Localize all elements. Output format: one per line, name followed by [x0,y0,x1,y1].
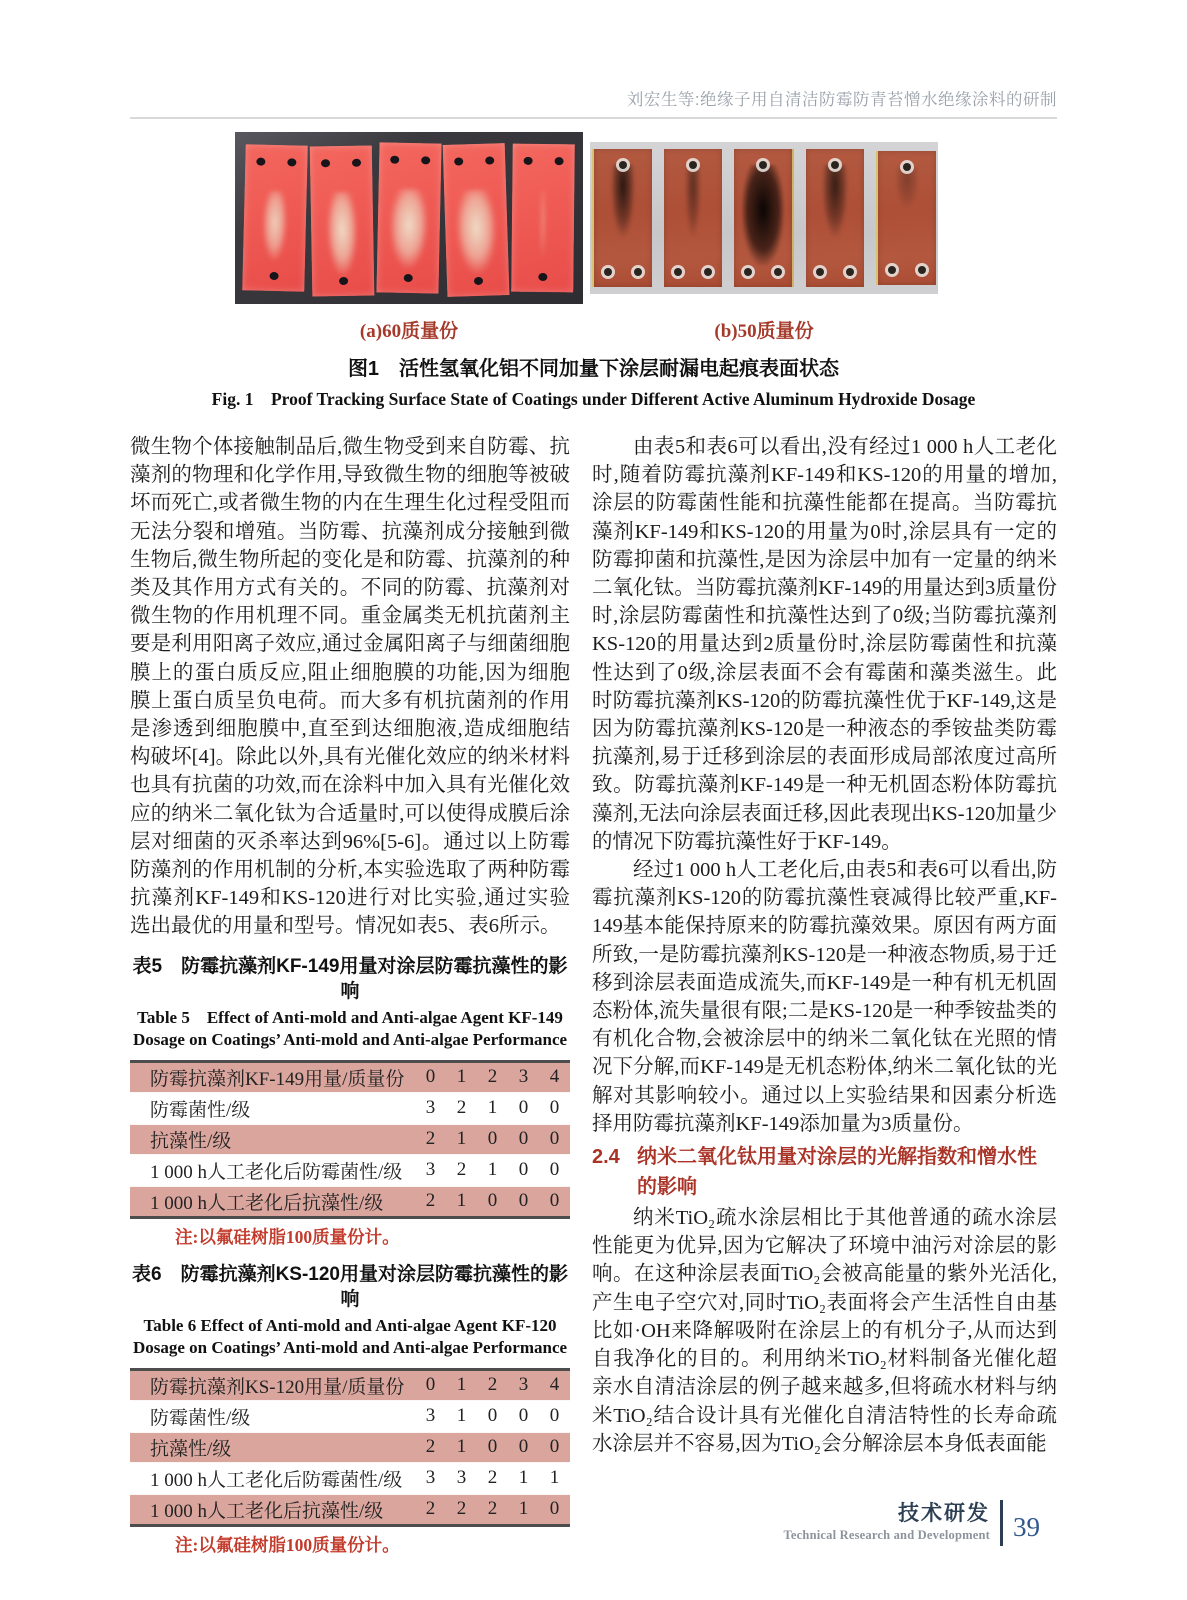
fixing-hole [903,163,911,171]
row-value: 0 [477,1401,508,1432]
fixing-hole [524,157,533,165]
row-value: 0 [508,1401,539,1432]
table5-title-en: Table 5 Effect of Anti-mold and Anti-algae Agent KF-149 Dosage on Coatings’ Anti-mold and Anti-algae Performance [132,1007,568,1050]
fixing-hole [888,266,896,274]
table-row [130,1124,570,1155]
footer-section-zh: 技术研发 [898,1502,990,1525]
row-value: 0 [539,1401,570,1432]
fixing-hole [674,268,682,276]
tracking-burn-mark [822,165,848,239]
row-value: 2 [487,1374,498,1396]
fixing-hole [421,156,430,164]
fixing-hole [689,161,697,169]
footer-divider [1000,1500,1003,1546]
fixing-hole [287,158,296,166]
section-title: 纳米二氧化钛用量对涂层的光解指数和憎水性的影响 [637,1146,1037,1199]
row-value: 1 [456,1066,467,1088]
fixing-hole [485,156,494,164]
fixing-hole [744,268,752,276]
row-value: 1 [477,1093,508,1124]
footer-labels [784,1503,990,1543]
figure-photos [235,132,938,304]
table-row [130,1155,570,1186]
fixing-hole [555,157,564,165]
row-value: 0 [508,1432,539,1463]
page-number: 39 [1013,1512,1040,1542]
row-value: 3 [446,1463,477,1494]
tracking-burn-mark [611,165,635,239]
coated-test-panel [310,145,375,296]
coated-test-panel [511,144,575,293]
tracking-burn-mark [895,167,919,209]
table-row [130,1186,570,1218]
right-column [592,433,1057,1557]
row-value: 0 [508,1186,539,1218]
fixing-hole [816,268,824,276]
fixing-hole [846,268,854,276]
row-value: 3 [518,1374,529,1396]
row-value: 1 [477,1155,508,1186]
fixing-hole [256,158,265,166]
row-label: 抗藻性/级 [130,1432,415,1463]
fixing-hole [634,268,642,276]
row-value: 1 [446,1432,477,1463]
coated-test-panel [876,151,936,285]
row-value: 4 [549,1066,560,1088]
row-label: 1 000 h人工老化后抗藻性/级 [130,1494,415,1526]
running-header [130,0,1057,119]
row-value: 1 [446,1124,477,1155]
coated-test-panel [664,149,722,287]
fixing-hole [831,161,839,169]
fixing-hole [704,268,712,276]
table6-title-zh: 表6 防霉抗藻剂KS-120用量对涂层防霉抗藻性的影响 [132,1263,568,1310]
row-value: 0 [425,1374,436,1396]
fixing-hole [604,268,612,276]
section-heading-2-4 [592,1142,1057,1202]
two-column-body [130,433,1057,1557]
row-value: 0 [477,1186,508,1218]
row-value: 2 [446,1155,477,1186]
fixing-hole [918,266,926,274]
table-row [130,1401,570,1432]
row-value: 2 [446,1494,477,1526]
figure-photo-a [235,132,583,304]
body-paragraph: 微生物个体接触制品后,微生物受到来自防霉、抗藻剂的物理和化学作用,导致微生物的细胞等被破坏而死亡,或者微生物的内在生理生化过程受阻而无法分裂和增殖。当防霉、抗藻剂成分接触到微生物后,微生物所起的变化是和防霉、抗藻剂的种类及其作用方式有关的。不同的防霉、抗藻剂对微生物的作用机理不同。重金属类无机抗菌剂主要是利用阳离子效应,通过金属阳离子与细菌细胞膜上的蛋白质反应,阻止细胞膜的功能,因为细胞膜上蛋白质呈负电荷。而大多有机抗菌剂的作用是渗透到细胞膜中,直至到达细胞液,造成细胞结构破坏[4]。除此以外,具有光催化效应的纳米材料也具有抗菌的功效,而在涂料中加入具有光催化效应的纳米二氧化钛为合适量时,可以使得成膜后涂层对细菌的灭杀率达到96%[5-6]。通过以上防霉防藻剂的作用机制的分析,本实验选取了两种防霉抗藻剂KF-149和KS-120进行对比实验,通过实验选出最优的用量和型号。情况如表5、表6所示。 [130,436,570,938]
row-value: 4 [549,1374,560,1396]
row-value: 3 [415,1155,446,1186]
row-value: 3 [415,1093,446,1124]
left-column [130,433,570,1557]
row-value: 0 [539,1124,570,1155]
row-label: 防霉抗藻剂KS-120用量/质量份 [150,1376,405,1398]
figure-title-en: Fig. 1 Proof Tracking Surface State of Coatings under Different Active Aluminum Hydroxide Dosage [211,389,976,409]
section-number: 2.4 [592,1146,620,1169]
table6-note: 注:以氟硅树脂100质量份计。 [175,1534,400,1555]
figure-title-zh: 图1 活性氢氧化铝不同加量下涂层耐漏电起痕表面状态 [347,358,840,380]
table6-title-en: Table 6 Effect of Anti-mold and Anti-algae Agent KF-120 Dosage on Coatings’ Anti-mold and Anti-algae Performance [132,1315,568,1358]
page-footer [784,1496,1040,1550]
table6 [130,1368,570,1527]
row-value: 3 [518,1066,529,1088]
erosion-mark [262,191,288,262]
tracking-burn-mark [742,165,784,265]
row-value: 0 [508,1124,539,1155]
body-paragraph: 经过1 000 h人工老化后,由表5和表6可以看出,防霉抗藻剂KS-120的防霉抗藻性衰减得比较严重,KF-149基本能保持原来的防霉抗藻效果。原因有两方面所致,一是防霉抗藻剂KS-120是一种液态物质,易于迁移到涂层表面造成流失,而KF-149是一种有机无机固态粉体,流失量很有限;二是KS-120是一种季铵盐类的有机化合物,会被涂层中的纳米二氧化钛在光照的情况下分解,而KF-149是无机态粉体,纳米二氧化钛的光解对其影响较小。通过以上实验结果和因素分析选择用防霉抗藻剂KF-149添加量为3质量份。 [592,859,1057,1135]
erosion-mark [389,189,429,270]
row-value: 0 [539,1093,570,1124]
photo-a-caption: (a)60质量份 [359,321,459,342]
fixing-hole [269,272,278,280]
table5-title-zh: 表5 防霉抗藻剂KF-149用量对涂层防霉抗藻性的影响 [132,955,568,1002]
row-value: 2 [446,1093,477,1124]
row-value: 0 [477,1432,508,1463]
row-value: 1 [456,1374,467,1396]
coated-test-panel [592,149,652,287]
fixing-hole [474,277,483,285]
row-label: 防霉抗藻剂KF-149用量/质量份 [150,1068,405,1090]
figure-1 [130,132,1057,411]
row-label: 1 000 h人工老化后防霉菌性/级 [130,1463,415,1494]
table-row [130,1369,570,1401]
row-value: 1 [508,1494,539,1526]
table5-note: 注:以氟硅树脂100质量份计。 [175,1226,400,1247]
row-value: 2 [415,1432,446,1463]
photo-b-caption: (b)50质量份 [714,321,814,342]
table-row [130,1061,570,1093]
erosion-mark [455,189,498,274]
fixing-hole [759,161,767,169]
running-title: 刘宏生等:绝缘子用自清洁防霉防青苔憎水绝缘涂料的研制 [626,91,1057,109]
row-label: 1 000 h人工老化后防霉菌性/级 [130,1155,415,1186]
row-label: 防霉菌性/级 [130,1401,415,1432]
photo-captions [235,316,938,343]
row-label: 防霉菌性/级 [130,1093,415,1124]
fixing-hole [619,161,627,169]
fixing-hole [321,159,330,167]
erosion-mark [327,192,358,277]
coated-test-panel [242,144,308,291]
row-value: 1 [539,1463,570,1494]
row-value: 0 [539,1155,570,1186]
fixing-hole [538,273,547,281]
row-value: 2 [477,1463,508,1494]
row-value: 2 [415,1186,446,1218]
table-row [130,1463,570,1494]
row-value: 2 [415,1124,446,1155]
row-value: 1 [508,1463,539,1494]
row-value: 0 [539,1494,570,1526]
row-label: 1 000 h人工老化后抗藻性/级 [130,1186,415,1218]
body-paragraph: 纳米TiO₂疏水涂层相比于其他普通的疏水涂层性能更为优异,因为它解决了环境中油污对涂层的影响。在这种涂层表面TiO₂会被高能量的紫外光活化,产生电子空穴对,同时TiO₂表面将会产生活性自由基比如·OH来降解吸附在涂层上的有机分子,从而达到自我净化的目的。利用纳米TiO₂材料制备光催化超亲水自清洁涂层的例子越来越多,但将疏水材料与纳米TiO₂结合设计具有光催化自清洁特性的长寿命疏水涂层并不容易,因为TiO₂会分解涂层本身低表面能 [592,1207,1057,1455]
row-label: 抗藻性/级 [130,1124,415,1155]
row-value: 3 [415,1401,446,1432]
coated-test-panel [443,143,510,297]
fixing-hole [390,156,399,164]
row-value: 2 [487,1066,498,1088]
footer-section-en: Technical Research and Development [783,1528,990,1542]
row-value: 0 [425,1066,436,1088]
fixing-hole [352,159,361,167]
figure-photo-b [590,142,938,294]
row-value: 2 [415,1494,446,1526]
coated-test-panel [376,142,441,293]
row-value: 1 [446,1186,477,1218]
fixing-hole [774,268,782,276]
fixing-hole [339,277,348,285]
tracking-burn-mark [685,165,701,239]
table5 [130,1060,570,1219]
fixing-hole [404,274,413,282]
row-value: 3 [415,1463,446,1494]
body-paragraph: 由表5和表6可以看出,没有经过1 000 h人工老化时,随着防霉抗藻剂KF-149和KS-120的用量的增加,涂层的防霉菌性能和抗藻性能都在提高。当防霉抗藻剂KF-149和KS-120的用量为0时,涂层具有一定的防霉抑菌和抗藻性,是因为涂层中加有一定量的纳米二氧化钛。当防霉抗藻剂KF-149的用量达到3质量份时,涂层防霉菌性和抗藻性达到了0级;当防霉抗藻剂KS-120的用量达到2质量份时,涂层防霉菌性和抗藻性达到了0级,涂层表面不会有霉菌和藻类滋生。此时防霉抗藻剂KS-120的防霉抗藻性优于KF-149,这是因为防霉抗藻剂KS-120是一种液态的季铵盐类防霉抗藻剂,易于迁移到涂层的表面形成局部浓度过高所致。防霉抗藻剂KF-149是一种无机固态粉体防霉抗藻剂,无法向涂层表面迁移,因此表现出KS-120加量少的情况下防霉抗藻性好于KF-149。 [592,436,1057,853]
row-value: 0 [477,1124,508,1155]
table-row [130,1093,570,1124]
row-value: 0 [508,1155,539,1186]
coated-test-panel [806,149,864,287]
row-value: 2 [477,1494,508,1526]
row-value: 0 [539,1432,570,1463]
row-value: 0 [508,1093,539,1124]
fixing-hole [454,157,463,165]
table-row [130,1432,570,1463]
table-row [130,1494,570,1526]
row-value: 1 [446,1401,477,1432]
row-value: 0 [539,1186,570,1218]
coated-test-panel [734,149,794,287]
erosion-mark [540,190,547,260]
